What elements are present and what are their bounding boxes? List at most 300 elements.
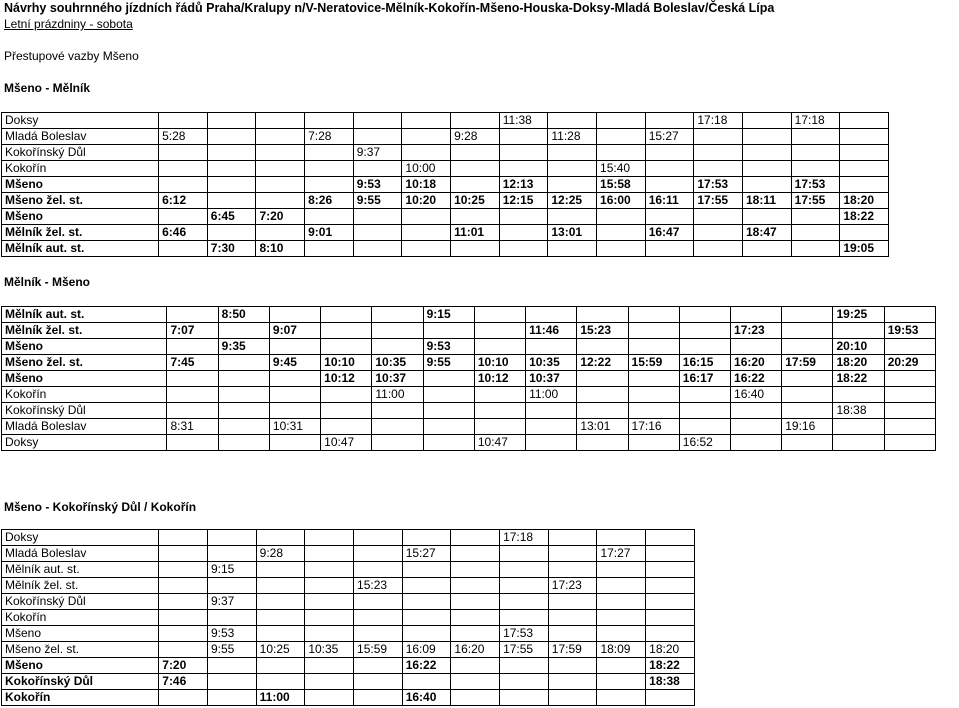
station-name: Mšeno: [2, 209, 159, 225]
station-name: Mšeno žel. st.: [2, 193, 159, 209]
time-cell: [451, 594, 500, 610]
time-cell: 18:11: [743, 193, 792, 209]
time-cell: [500, 562, 549, 578]
time-cell: [646, 594, 695, 610]
time-cell: [354, 610, 403, 626]
table-row: [2, 177, 889, 193]
time-cell: [597, 690, 646, 706]
time-cell: [218, 323, 269, 339]
time-cell: [577, 403, 628, 419]
station-name: Kokořín: [2, 387, 167, 403]
time-cell: [159, 578, 208, 594]
time-cell: [256, 562, 305, 578]
time-cell: [884, 339, 935, 355]
time-cell: [833, 323, 884, 339]
time-cell: [597, 113, 646, 129]
time-cell: [628, 339, 679, 355]
time-cell: [159, 642, 208, 658]
station-name: Kokořín: [2, 610, 159, 626]
table-row: [2, 209, 889, 225]
time-cell: [597, 674, 646, 690]
table-row: [2, 419, 936, 435]
time-cell: [500, 674, 549, 690]
table-row: [2, 241, 889, 257]
table-row: [2, 530, 695, 546]
time-cell: 17:16: [628, 419, 679, 435]
station-name: Mladá Boleslav: [2, 419, 167, 435]
time-cell: [597, 626, 646, 642]
time-cell: 9:15: [423, 307, 474, 323]
time-cell: [451, 578, 500, 594]
time-cell: [167, 371, 218, 387]
time-cell: [731, 307, 782, 323]
time-cell: [645, 177, 694, 193]
table-row: [2, 129, 889, 145]
time-cell: 7:45: [167, 355, 218, 371]
time-cell: [321, 403, 372, 419]
time-cell: [402, 113, 451, 129]
time-cell: [218, 355, 269, 371]
station-name: Mšeno: [2, 177, 159, 193]
time-cell: 18:20: [840, 193, 889, 209]
station-name: Mšeno žel. st.: [2, 642, 159, 658]
time-cell: [167, 435, 218, 451]
time-cell: 16:22: [731, 371, 782, 387]
time-cell: [451, 626, 500, 642]
time-cell: [256, 193, 305, 209]
time-cell: 9:37: [207, 594, 256, 610]
time-cell: [159, 241, 208, 257]
time-cell: 17:55: [500, 642, 549, 658]
time-cell: 16:15: [679, 355, 730, 371]
time-cell: [743, 145, 792, 161]
time-cell: 16:47: [645, 225, 694, 241]
time-cell: 8:31: [167, 419, 218, 435]
time-cell: [499, 209, 548, 225]
time-cell: [354, 658, 403, 674]
time-cell: [354, 626, 403, 642]
time-cell: 16:00: [597, 193, 646, 209]
time-cell: [353, 209, 402, 225]
time-cell: [548, 145, 597, 161]
time-cell: [474, 419, 525, 435]
time-cell: [269, 307, 320, 323]
table-row: [2, 307, 936, 323]
time-cell: [451, 658, 500, 674]
table-row: [2, 658, 695, 674]
time-cell: 7:28: [305, 129, 354, 145]
station-name: Doksy: [2, 113, 159, 129]
time-cell: [679, 403, 730, 419]
time-cell: [321, 387, 372, 403]
time-cell: [597, 578, 646, 594]
time-cell: [256, 113, 305, 129]
time-cell: [256, 658, 305, 674]
time-cell: [207, 225, 256, 241]
time-cell: [353, 129, 402, 145]
time-cell: 11:46: [526, 323, 577, 339]
section-title-msenomelnik: Mšeno - Mělník: [4, 81, 91, 95]
station-name: Mělník žel. st.: [2, 578, 159, 594]
time-cell: [159, 113, 208, 129]
time-cell: [354, 690, 403, 706]
page-subtitle: Letní prázdniny - sobota: [4, 17, 133, 31]
station-name: Kokořín: [2, 690, 159, 706]
time-cell: [321, 339, 372, 355]
time-cell: 18:09: [597, 642, 646, 658]
section-title-mseno-kokorin: Mšeno - Kokořínský Důl / Kokořín: [4, 500, 197, 514]
time-cell: 8:50: [218, 307, 269, 323]
station-name: Kokořínský Důl: [2, 594, 159, 610]
time-cell: [402, 129, 451, 145]
station-name: Mělník aut. st.: [2, 562, 159, 578]
time-cell: [548, 626, 597, 642]
table-row: [2, 355, 936, 371]
time-cell: 10:18: [402, 177, 451, 193]
time-cell: [474, 307, 525, 323]
time-cell: 8:26: [305, 193, 354, 209]
table-row: [2, 193, 889, 209]
time-cell: [833, 387, 884, 403]
time-cell: [833, 419, 884, 435]
page-title: Návrhy souhrnného jízdních řádů Praha/Kralupy n/V-Neratovice-Mělník-Kokořín-Mšeno-Houska-Doksy-Mladá Boleslav/Česká Lípa: [4, 1, 775, 15]
time-cell: 10:35: [526, 355, 577, 371]
time-cell: 20:10: [833, 339, 884, 355]
time-cell: [451, 546, 500, 562]
time-cell: [354, 674, 403, 690]
time-cell: 16:17: [679, 371, 730, 387]
time-cell: [782, 387, 833, 403]
time-cell: [645, 161, 694, 177]
time-cell: 20:29: [884, 355, 935, 371]
time-cell: [791, 145, 840, 161]
time-cell: [526, 339, 577, 355]
time-cell: [159, 209, 208, 225]
time-cell: [499, 161, 548, 177]
section-title-melnik-mseno: Mělník - Mšeno: [4, 275, 91, 289]
time-cell: 19:53: [884, 323, 935, 339]
time-cell: [743, 209, 792, 225]
table-row: [2, 225, 889, 241]
time-cell: [207, 145, 256, 161]
time-cell: 18:47: [743, 225, 792, 241]
time-cell: 16:11: [645, 193, 694, 209]
time-cell: [597, 594, 646, 610]
time-cell: [679, 323, 730, 339]
time-cell: [218, 419, 269, 435]
time-cell: 17:55: [694, 193, 743, 209]
time-cell: [791, 161, 840, 177]
time-cell: [256, 594, 305, 610]
time-cell: [645, 209, 694, 225]
time-cell: [791, 129, 840, 145]
station-name: Mšeno: [2, 371, 167, 387]
time-cell: 12:13: [499, 177, 548, 193]
time-cell: [548, 241, 597, 257]
time-cell: [321, 419, 372, 435]
time-cell: 5:28: [159, 129, 208, 145]
time-cell: [402, 530, 451, 546]
time-cell: 9:15: [207, 562, 256, 578]
timetable-mseno-melnik: [1, 112, 889, 257]
time-cell: 16:09: [402, 642, 451, 658]
time-cell: [645, 145, 694, 161]
time-cell: 9:45: [269, 355, 320, 371]
time-cell: 8:10: [256, 241, 305, 257]
time-cell: [474, 339, 525, 355]
time-cell: 10:25: [256, 642, 305, 658]
time-cell: [646, 562, 695, 578]
time-cell: [577, 435, 628, 451]
time-cell: 18:38: [646, 674, 695, 690]
time-cell: [256, 177, 305, 193]
time-cell: 10:00: [402, 161, 451, 177]
time-cell: 10:10: [321, 355, 372, 371]
time-cell: [207, 161, 256, 177]
table-row: [2, 690, 695, 706]
time-cell: [791, 225, 840, 241]
time-cell: [402, 241, 451, 257]
time-cell: [840, 145, 889, 161]
time-cell: 11:00: [372, 387, 423, 403]
time-cell: [423, 387, 474, 403]
time-cell: 18:20: [646, 642, 695, 658]
time-cell: [500, 610, 549, 626]
time-cell: 17:23: [731, 323, 782, 339]
time-cell: [840, 177, 889, 193]
time-cell: [167, 339, 218, 355]
time-cell: [694, 129, 743, 145]
time-cell: [731, 435, 782, 451]
time-cell: [269, 371, 320, 387]
table-row: [2, 403, 936, 419]
time-cell: 10:47: [321, 435, 372, 451]
time-cell: 15:58: [597, 177, 646, 193]
time-cell: 9:01: [305, 225, 354, 241]
time-cell: [207, 177, 256, 193]
time-cell: [218, 435, 269, 451]
time-cell: 16:40: [402, 690, 451, 706]
time-cell: [256, 578, 305, 594]
transfer-label: Přestupové vazby Mšeno: [4, 49, 139, 63]
time-cell: [548, 177, 597, 193]
table-row: [2, 113, 889, 129]
time-cell: 7:30: [207, 241, 256, 257]
time-cell: 13:01: [577, 419, 628, 435]
time-cell: [646, 610, 695, 626]
time-cell: [548, 530, 597, 546]
time-cell: 10:31: [269, 419, 320, 435]
time-cell: 10:25: [451, 193, 500, 209]
time-cell: 9:28: [451, 129, 500, 145]
time-cell: [269, 435, 320, 451]
time-cell: [646, 546, 695, 562]
station-name: Mělník žel. st.: [2, 225, 159, 241]
time-cell: [402, 610, 451, 626]
time-cell: [500, 658, 549, 674]
time-cell: [321, 307, 372, 323]
time-cell: [269, 339, 320, 355]
time-cell: [597, 225, 646, 241]
time-cell: 10:10: [474, 355, 525, 371]
time-cell: [207, 129, 256, 145]
time-cell: [597, 241, 646, 257]
time-cell: [731, 403, 782, 419]
time-cell: [548, 161, 597, 177]
time-cell: [840, 129, 889, 145]
time-cell: [218, 387, 269, 403]
time-cell: [577, 307, 628, 323]
time-cell: [305, 626, 354, 642]
time-cell: 17:18: [500, 530, 549, 546]
time-cell: [207, 530, 256, 546]
time-cell: [884, 371, 935, 387]
time-cell: 15:27: [645, 129, 694, 145]
time-cell: [372, 403, 423, 419]
time-cell: [884, 435, 935, 451]
time-cell: [207, 578, 256, 594]
time-cell: [548, 113, 597, 129]
time-cell: [645, 241, 694, 257]
station-name: Kokořín: [2, 161, 159, 177]
time-cell: 17:27: [597, 546, 646, 562]
time-cell: [402, 145, 451, 161]
time-cell: 18:38: [833, 403, 884, 419]
time-cell: 9:53: [353, 177, 402, 193]
time-cell: 15:59: [354, 642, 403, 658]
time-cell: [305, 161, 354, 177]
time-cell: 6:45: [207, 209, 256, 225]
time-cell: [548, 658, 597, 674]
time-cell: 15:59: [628, 355, 679, 371]
table-row: [2, 339, 936, 355]
time-cell: [159, 690, 208, 706]
time-cell: [548, 594, 597, 610]
time-cell: 17:53: [500, 626, 549, 642]
time-cell: [305, 177, 354, 193]
station-name: Kokořínský Důl: [2, 145, 159, 161]
station-name: Mšeno: [2, 339, 167, 355]
time-cell: 10:12: [321, 371, 372, 387]
time-cell: [548, 209, 597, 225]
time-cell: 9:55: [353, 193, 402, 209]
time-cell: [305, 241, 354, 257]
time-cell: 6:46: [159, 225, 208, 241]
time-cell: [256, 530, 305, 546]
table-row: [2, 610, 695, 626]
time-cell: [269, 387, 320, 403]
time-cell: [694, 209, 743, 225]
time-cell: [207, 674, 256, 690]
time-cell: 17:18: [694, 113, 743, 129]
time-cell: 15:27: [402, 546, 451, 562]
time-cell: [218, 403, 269, 419]
time-cell: [791, 209, 840, 225]
time-cell: [679, 419, 730, 435]
time-cell: 10:47: [474, 435, 525, 451]
time-cell: [597, 562, 646, 578]
time-cell: [354, 530, 403, 546]
time-cell: [256, 225, 305, 241]
time-cell: 11:38: [499, 113, 548, 129]
time-cell: [159, 161, 208, 177]
time-cell: 11:28: [548, 129, 597, 145]
time-cell: 10:35: [305, 642, 354, 658]
time-cell: [782, 371, 833, 387]
time-cell: [354, 562, 403, 578]
time-cell: 17:53: [694, 177, 743, 193]
time-cell: [402, 578, 451, 594]
time-cell: [743, 177, 792, 193]
time-cell: [305, 562, 354, 578]
table-row: [2, 145, 889, 161]
time-cell: [743, 129, 792, 145]
time-cell: [218, 371, 269, 387]
time-cell: [451, 562, 500, 578]
time-cell: [731, 419, 782, 435]
time-cell: [451, 530, 500, 546]
time-cell: [628, 323, 679, 339]
time-cell: 9:55: [207, 642, 256, 658]
time-cell: [269, 403, 320, 419]
time-cell: 16:20: [451, 642, 500, 658]
time-cell: [884, 419, 935, 435]
time-cell: [305, 209, 354, 225]
time-cell: [548, 690, 597, 706]
time-cell: [167, 307, 218, 323]
time-cell: [207, 546, 256, 562]
time-cell: [372, 307, 423, 323]
time-cell: [884, 387, 935, 403]
time-cell: [451, 241, 500, 257]
time-cell: [402, 674, 451, 690]
station-name: Doksy: [2, 435, 167, 451]
time-cell: [159, 530, 208, 546]
time-cell: 10:35: [372, 355, 423, 371]
table-row: [2, 562, 695, 578]
time-cell: 19:25: [833, 307, 884, 323]
time-cell: [694, 145, 743, 161]
time-cell: [782, 435, 833, 451]
time-cell: [474, 323, 525, 339]
time-cell: [159, 177, 208, 193]
time-cell: [499, 241, 548, 257]
time-cell: [159, 626, 208, 642]
time-cell: 10:12: [474, 371, 525, 387]
time-cell: 19:05: [840, 241, 889, 257]
station-name: Mělník aut. st.: [2, 307, 167, 323]
time-cell: [679, 387, 730, 403]
table-row: [2, 594, 695, 610]
time-cell: [782, 339, 833, 355]
time-cell: [305, 145, 354, 161]
time-cell: [840, 113, 889, 129]
time-cell: 7:20: [159, 658, 208, 674]
time-cell: [526, 307, 577, 323]
time-cell: 11:01: [451, 225, 500, 241]
time-cell: [423, 419, 474, 435]
time-cell: [743, 241, 792, 257]
time-cell: [597, 610, 646, 626]
time-cell: [451, 674, 500, 690]
time-cell: [402, 626, 451, 642]
time-cell: [402, 209, 451, 225]
time-cell: 18:20: [833, 355, 884, 371]
time-cell: [500, 594, 549, 610]
station-name: Mladá Boleslav: [2, 129, 159, 145]
time-cell: [353, 241, 402, 257]
time-cell: [402, 562, 451, 578]
